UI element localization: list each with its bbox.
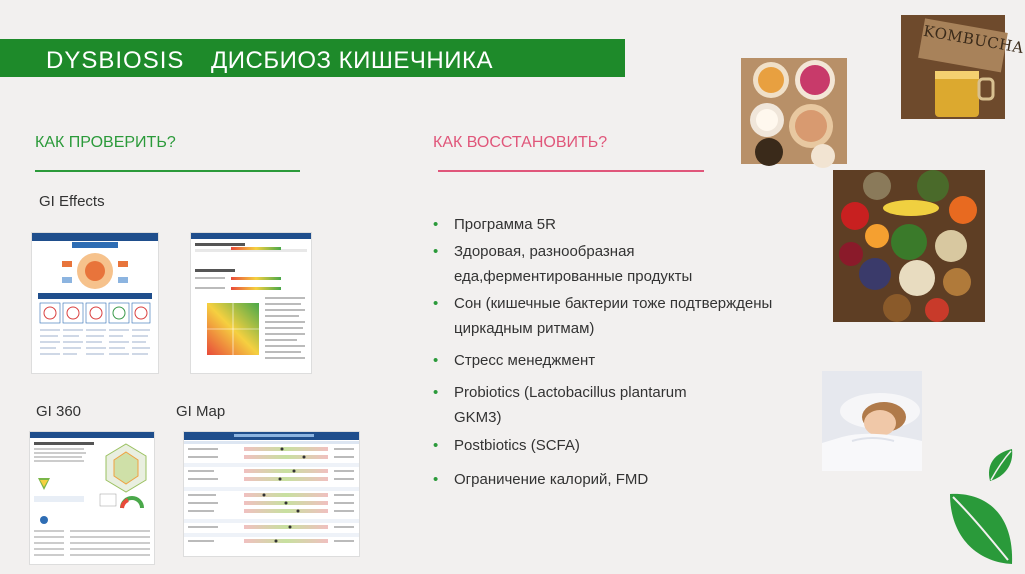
list-item: • Ограничение калорий, FMD [433,467,833,492]
large-leaf-icon [946,488,1018,568]
divider-right [438,170,704,172]
bullet-icon: • [433,216,439,233]
list-item: • Стресс менеджмент [433,348,833,373]
bullet-icon: • [433,471,439,488]
gi-360-report-image [30,432,154,564]
gi-map-report-image [184,432,359,556]
gi-report-chart-image [191,233,311,373]
sleeping-woman-photo [822,371,922,471]
heading-how-to-restore: КАК ВОССТАНОВИТЬ? [433,134,608,151]
divider-left [35,170,300,172]
small-leaf-icon [984,447,1016,487]
list-item: • Postbiotics (SCFA) [433,433,833,458]
gi-report-chart-thumbnail [190,232,312,374]
list-item: • Здоровая, разнообразная еда,ферментированные продукты [433,239,833,289]
restore-methods-list [433,212,833,492]
heading-how-to-check: КАК ПРОВЕРИТЬ? [35,134,176,151]
title-ru: ДИСБИОЗ КИШЕЧНИКА [211,47,493,74]
fermented-foods-photo [741,58,847,164]
bullet-icon: • [433,243,439,260]
gi-effects-report-image [32,233,158,373]
gi-effects-report-thumbnail [31,232,159,374]
kombucha-photo [901,15,1025,119]
gi-360-report-thumbnail [29,431,155,565]
list-item: • Программа 5R [433,212,833,237]
label-gi-effects: GI Effects [39,193,105,210]
title-en: DYSBIOSIS [46,47,185,74]
list-item: • Probiotics (Lactobacillus plantarum GKM3) [433,380,833,430]
kombucha-sign-text: KOMBUCHA [922,21,1025,58]
bullet-icon: • [433,437,439,454]
label-gi-map: GI Map [176,403,226,420]
bullet-icon: • [433,384,439,401]
label-gi-360: GI 360 [36,403,82,420]
list-item: • Сон (кишечные бактерии тоже подтверждены циркадным ритмам) [433,291,833,341]
gi-map-report-thumbnail [183,431,360,557]
bullet-icon: • [433,295,439,312]
healthy-food-photo [833,170,985,322]
bullet-icon: • [433,352,439,369]
